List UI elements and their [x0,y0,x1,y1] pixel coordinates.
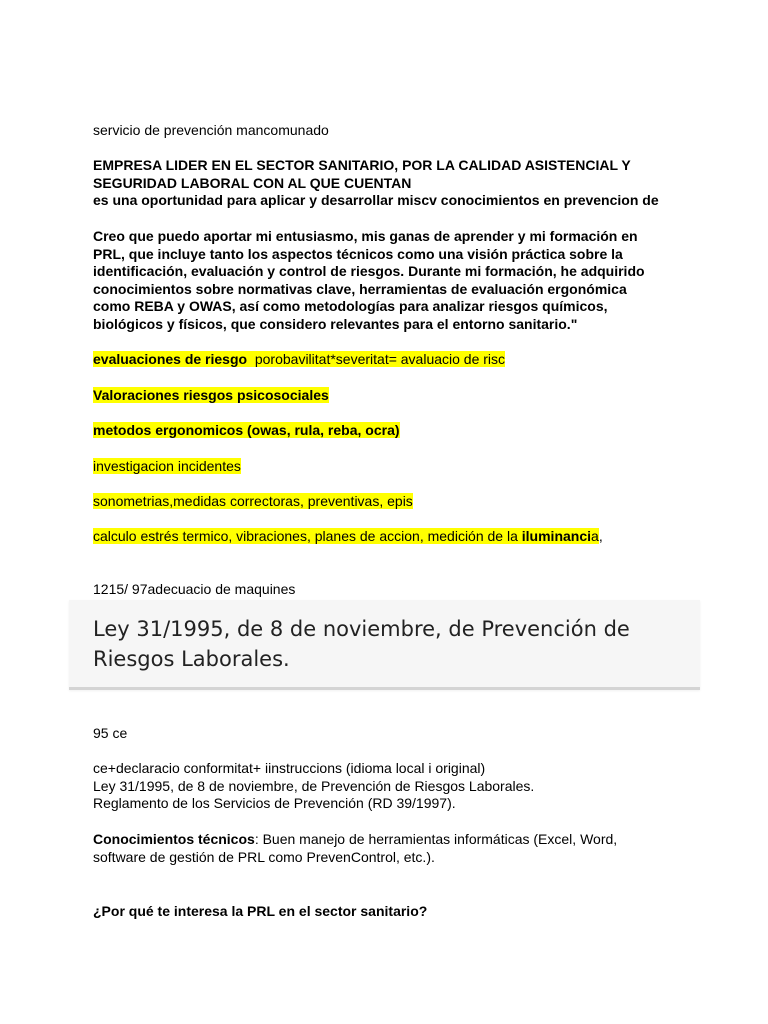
company-heading-line-1: EMPRESA LIDER EN EL SECTOR SANITARIO, POR LA CALIDAD ASISTENCIAL Y [93,157,631,173]
paragraph-line: como REBA y OWAS, así como metodologías para analizar riesgos químicos, [93,298,608,314]
calculo-tail-text: a [591,528,599,544]
header-line: servicio de prevención mancomunado [93,122,329,138]
ergo-text: metodos ergonomicos (owas, rula, reba, ocra) [93,422,400,438]
highlight-psico-line [93,387,733,405]
knowledge-label: Conocimientos técnicos [93,831,255,847]
calculo-text: calculo estrés termico, vibraciones, planes de accion, medición de la [93,528,522,544]
incidentes-text: investigacion incidentes [93,458,241,474]
question-heading: ¿Por qué te interesa la PRL en el sector sanitario? [93,903,428,919]
highlight-calculo-line [93,528,733,546]
company-heading-line-2: SEGURIDAD LABORAL CON AL QUE CUENTAN [93,175,412,191]
highlight-sono-line [93,493,733,511]
highlight-eval-line [93,351,733,369]
ce-line: 95 ce [93,725,128,741]
eval-bold-text: evaluaciones de riesgo [93,351,248,367]
psico-text: Valoraciones riesgos psicosociales [93,387,329,403]
knowledge-line-2: software de gestión de PRL como PrevenControl, etc.). [93,849,435,865]
ce-list-item: Reglamento de los Servicios de Prevención (RD 39/1997). [93,795,456,811]
knowledge-line-1 [93,831,733,849]
law-quote-box [69,600,700,690]
decree-line: 1215/ 97adecuacio de maquines [93,581,296,597]
iluminancia-bold-text: iluminanci [521,528,592,544]
sono-text: sonometrias,medidas correctoras, preventivas, epis [93,493,413,509]
paragraph-line: identificación, evaluación y control de riesgos. Durante mi formación, he adquirido [93,263,645,279]
law-quote-title: Ley 31/1995, de 8 de noviembre, de Prevención de Riesgos Laborales. [93,617,630,671]
calculo-comma: , [598,528,603,544]
paragraph-line: Creo que puedo aportar mi entusiasmo, mis ganas de aprender y mi formación en [93,228,638,244]
eval-formula-text: porobavilitat*severitat= avaluacio de risc [247,351,506,367]
ce-list-item: ce+declaracio conformitat+ iinstruccions (idioma local i original) [93,760,486,776]
opportunity-line: es una oportunidad para aplicar y desarrollar miscv conocimientos en prevencion de [93,192,659,208]
paragraph-line: biológicos y físicos, que considero relevantes para el entorno sanitario." [93,316,578,332]
paragraph-line: conocimientos sobre normativas clave, herramientas de evaluación ergonómica [93,281,627,297]
paragraph-line: PRL, que incluye tanto los aspectos técnicos como una visión práctica sobre la [93,246,623,262]
highlight-ergo-line [93,422,733,440]
highlight-incidentes-line [93,458,733,476]
knowledge-text: : Buen manejo de herramientas informáticas (Excel, Word, [254,831,618,847]
ce-list-item: Ley 31/1995, de 8 de noviembre, de Prevención de Riesgos Laborales. [93,778,535,794]
